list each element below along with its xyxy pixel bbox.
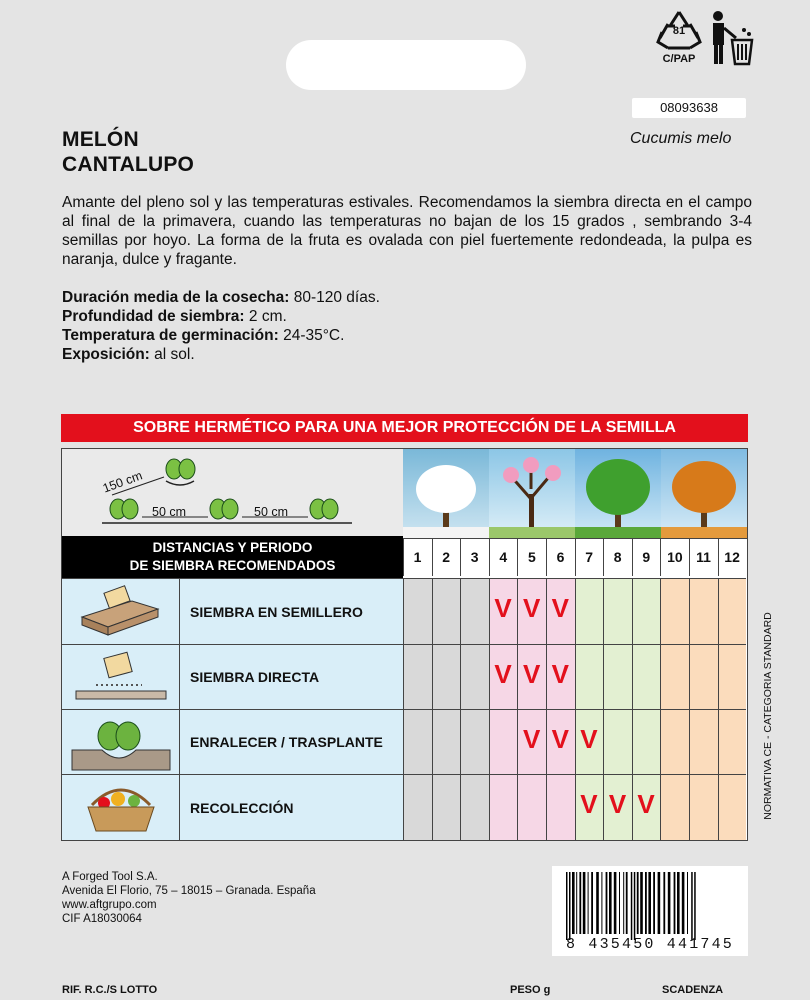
grid-cell	[460, 774, 489, 840]
grid-cell	[489, 709, 518, 774]
product-title	[62, 127, 194, 177]
grid-cell	[460, 709, 489, 774]
recycle-number: 81	[672, 25, 686, 37]
month-header-5: 5	[517, 538, 545, 576]
grid-cell	[689, 578, 718, 644]
distance-label-plant-1: 50 cm	[152, 505, 187, 519]
grid-cell	[460, 644, 489, 709]
spec-temperature: Temperatura de germinación: 24-35°C.	[62, 327, 345, 344]
month-header-10: 10	[660, 538, 688, 576]
regulation-text: NORMATIVA CE - CATEGORIA STANDARD	[762, 612, 774, 820]
lot-label: RIF. R.C./S LOTTO	[62, 984, 158, 996]
month-header-11: 11	[689, 538, 717, 576]
recycle-icon	[654, 8, 704, 66]
grid-cell	[660, 644, 689, 709]
grid-cell	[632, 644, 661, 709]
grid-cell	[603, 644, 632, 709]
harvest-basket-icon	[62, 774, 180, 840]
grid-cell	[660, 774, 689, 840]
barcode	[552, 866, 748, 956]
distance-period-header	[62, 536, 403, 578]
autumn-tree-image	[661, 449, 747, 538]
company-cif: CIF A18030064	[62, 913, 142, 925]
grid-cell	[489, 774, 518, 840]
check-mark: V	[523, 658, 541, 689]
latin-name: Cucumis melo	[630, 130, 732, 147]
month-header-2: 2	[432, 538, 460, 576]
month-header-4: 4	[489, 538, 517, 576]
title-line-2: CANTALUPO	[62, 153, 195, 176]
grid-cell	[575, 644, 604, 709]
row-label-direct: SIEMBRA DIRECTA	[180, 644, 403, 709]
specs-list	[62, 288, 380, 364]
company-website: www.aftgrupo.com	[62, 899, 157, 911]
month-header-7: 7	[575, 538, 603, 576]
company-address	[62, 870, 316, 926]
regulation-note	[756, 600, 776, 840]
grid-cell	[689, 709, 718, 774]
summer-tree-image	[575, 449, 661, 538]
planting-table	[61, 448, 748, 841]
row-label-harvest: RECOLECCIÓN	[180, 774, 403, 840]
month-header-12: 12	[718, 538, 746, 576]
transplant-icon	[62, 709, 180, 774]
recycle-label: C/PAP	[662, 53, 696, 65]
company-name: A Forged Tool S.A.	[62, 871, 158, 883]
grid-cell	[689, 774, 718, 840]
expiry-label: SCADENZA	[662, 984, 724, 996]
spring-tree-image	[489, 449, 575, 538]
grid-cell	[403, 774, 432, 840]
distance-label-plant-2: 50 cm	[254, 505, 289, 519]
grid-cell	[432, 578, 461, 644]
spec-harvest: Duración media de la cosecha: 80-120 días.	[62, 289, 380, 306]
banner-text: SOBRE HERMÉTICO PARA UNA MEJOR PROTECCIÓN DE LA SEMILLA	[133, 419, 676, 436]
grid-cell	[460, 578, 489, 644]
grid-cell	[632, 578, 661, 644]
month-header-8: 8	[603, 538, 631, 576]
grid-cell	[632, 709, 661, 774]
month-header-1: 1	[403, 538, 431, 576]
grid-cell	[718, 578, 747, 644]
month-header-6: 6	[546, 538, 574, 576]
spec-depth: Profundidad de siembra: 2 cm.	[62, 308, 287, 325]
check-mark: V	[580, 789, 598, 819]
check-mark: V	[580, 723, 598, 754]
grid-cell	[432, 644, 461, 709]
description: Amante del pleno sol y las temperaturas estivales. Recomendamos la siembra directa en el campo al final de la primavera, cuando las temperaturas no bajan de los 15 grados , sembrando 3-4 semillas por hoyo. La forma de la fruta es ovalada con piel fuertemente redondeada, la pulpa es naranja, dulce y fragante.	[62, 194, 752, 268]
distance-label-row: 150 cm	[100, 468, 145, 496]
grid-cell	[575, 578, 604, 644]
weight-label: PESO g	[510, 984, 551, 996]
grid-cell	[718, 644, 747, 709]
red-banner	[61, 414, 748, 442]
grid-cell	[603, 578, 632, 644]
grid-cell	[603, 709, 632, 774]
check-mark: V	[551, 593, 569, 623]
check-mark: V	[494, 593, 512, 623]
header-line-2: DE SIEMBRA RECOMENDADOS	[129, 558, 336, 573]
grid-cell	[718, 709, 747, 774]
check-mark: V	[637, 789, 655, 819]
grid-cell	[403, 578, 432, 644]
grid-cell	[432, 709, 461, 774]
spec-exposure: Exposición: al sol.	[62, 346, 195, 363]
month-divider	[403, 538, 747, 539]
month-header-3: 3	[460, 538, 488, 576]
month-header-9: 9	[632, 538, 660, 576]
title-line-1: MELÓN	[62, 128, 139, 151]
row-label-transplant: ENRALECER / TRASPLANTE	[180, 709, 403, 774]
distance-diagram	[62, 449, 403, 536]
check-mark: V	[523, 723, 541, 754]
seedbed-icon	[62, 578, 180, 644]
direct-sowing-icon	[62, 644, 180, 709]
check-mark: V	[551, 723, 569, 754]
check-mark: V	[608, 789, 627, 819]
row-label-seedbed: SIEMBRA EN SEMILLERO	[180, 578, 403, 644]
grid-cell	[689, 644, 718, 709]
grid-cell	[432, 774, 461, 840]
grid-cell	[403, 709, 432, 774]
grid-cell	[403, 644, 432, 709]
grid-cell	[718, 774, 747, 840]
dispose-bin-icon	[708, 8, 754, 68]
barcode-bars	[552, 870, 748, 940]
check-mark: V	[551, 658, 569, 689]
product-code: 08093638	[632, 98, 746, 118]
grid-cell	[546, 774, 575, 840]
company-street: Avenida El Florio, 75 – 18015 – Granada. España	[62, 885, 316, 897]
check-mark: V	[494, 658, 512, 689]
hang-hole	[286, 40, 526, 90]
winter-tree-image	[403, 449, 489, 538]
grid-cell	[660, 709, 689, 774]
check-mark: V	[523, 593, 541, 623]
barcode-number: 8 435450 441745	[565, 936, 735, 953]
grid-cell	[660, 578, 689, 644]
seedling-icon	[166, 459, 195, 479]
grid-cell	[517, 774, 546, 840]
header-line-1: DISTANCIAS Y PERIODO	[152, 540, 313, 555]
